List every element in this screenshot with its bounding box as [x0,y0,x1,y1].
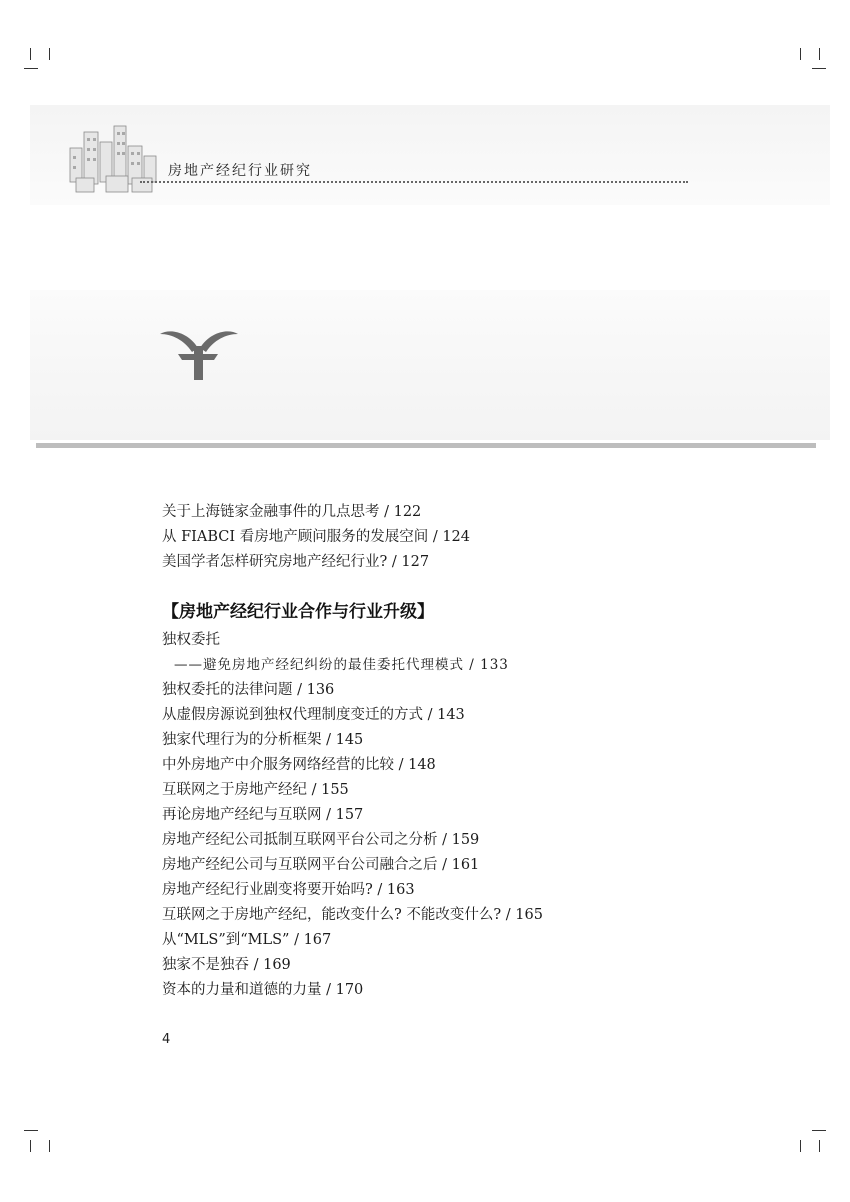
toc-entry[interactable]: 中外房地产中介服务网络经营的比较 / 148 [162,757,436,773]
toc-entry[interactable]: 再论房地产经纪与互联网 / 157 [162,807,364,823]
section-heading: 【房地产经纪行业合作与行业升级】 [162,602,434,622]
running-header-title: 房地产经纪行业研究 [168,163,312,179]
crop-mark-top-left [49,48,50,60]
crop-mark-bottom-right [819,1140,820,1152]
toc-entry[interactable]: 美国学者怎样研究房地产经纪行业? / 127 [162,554,430,570]
crop-mark-bottom-left [49,1140,50,1152]
sprout-ornament-icon [158,318,240,380]
crop-mark-bottom-right [812,1130,826,1131]
page-number: 4 [162,1032,171,1047]
toc-entry[interactable]: 从 FIABCI 看房地产顾问服务的发展空间 / 124 [162,529,471,545]
crop-mark-bottom-left [24,1130,38,1131]
toc-entry-subtitle[interactable]: ——避免房地产经纪纠纷的最佳委托代理模式 / 133 [174,657,509,673]
toc-entry[interactable]: 独家代理行为的分析框架 / 145 [162,732,364,748]
toc-entry[interactable]: 独权委托 [162,632,220,648]
toc-entry[interactable]: 独权委托的法律问题 / 136 [162,682,335,698]
toc-entry[interactable]: 关于上海链家金融事件的几点思考 / 122 [162,504,422,520]
toc-entry[interactable]: 从虚假房源说到独权代理制度变迁的方式 / 143 [162,707,465,723]
crop-mark-bottom-right [800,1140,801,1152]
crop-mark-top-right [800,48,801,60]
chapter-divider-rule [36,443,816,448]
toc-entry[interactable]: 互联网之于房地产经纪，能改变什么? 不能改变什么? / 165 [162,907,543,923]
toc-entry[interactable]: 资本的力量和道德的力量 / 170 [162,982,364,998]
crop-mark-top-left [24,68,38,69]
toc-entry[interactable]: 独家不是独吞 / 169 [162,957,291,973]
crop-mark-top-right [819,48,820,60]
crop-mark-top-left [30,48,31,60]
crop-mark-bottom-left [30,1140,31,1152]
toc-entry[interactable]: 从“MLS”到“MLS” / 167 [162,932,332,948]
toc-entry[interactable]: 房地产经纪公司抵制互联网平台公司之分析 / 159 [162,832,480,848]
city-buildings-icon [66,118,162,196]
toc-entry[interactable]: 房地产经纪行业剧变将要开始吗? / 163 [162,882,415,898]
crop-mark-top-right [812,68,826,69]
toc-entry[interactable]: 互联网之于房地产经纪 / 155 [162,782,349,798]
toc-entry[interactable]: 房地产经纪公司与互联网平台公司融合之后 / 161 [162,857,480,873]
chapter-ornament-band [30,290,830,440]
running-header-rule [140,181,688,183]
